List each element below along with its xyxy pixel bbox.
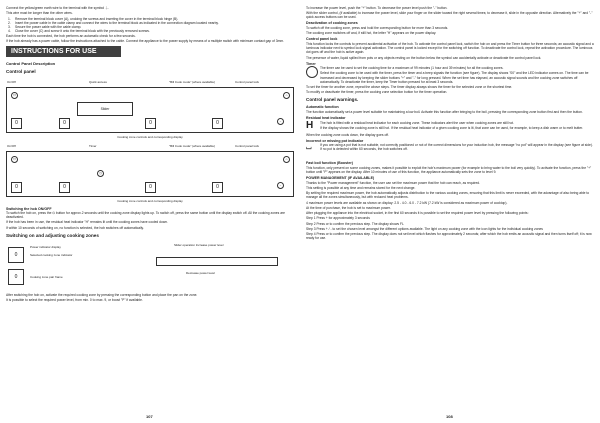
panel-label: Control panel lock (235, 144, 260, 149)
body-paragraph: After switching the hob on, activate the required cooking zone by pressing the corresponding button and place the pan on the zone. (6, 292, 198, 297)
subsection-title: Residual heat indicator (306, 116, 346, 120)
body-paragraph: To switch off the cooking zone, press and hold the corresponding button for more than 3 seconds. (306, 26, 449, 31)
minus-icon: − (277, 182, 284, 189)
figure-caption: Cooking zone controls and corresponding display (117, 199, 183, 204)
section-title: Control panel warnings. (306, 97, 359, 103)
zone-diagram (6, 241, 294, 291)
body-paragraph: The cooking zone switches off and, if still hot, the letter "H" appears on the power display. (306, 31, 437, 36)
subsection-title: Switching the hob ON/OFF (6, 206, 52, 211)
no-pot-icon: ⌴ (306, 144, 312, 152)
figure-caption: Cooking zone controls and corresponding display (117, 135, 183, 140)
zone-display: 0 (212, 118, 223, 129)
body-paragraph: When the cooking zone cools down, the display goes off. (306, 132, 389, 137)
lock-icon: ⌂ (283, 156, 290, 163)
panel-label: Timer (89, 144, 97, 149)
panel-label: "Bill Cook mode" (where available) (169, 144, 215, 149)
minus-icon: − (277, 118, 284, 125)
power-icon: ⏻ (11, 92, 18, 99)
body-paragraph: To switch the hob on, press the ⏻ button for approx.2 seconds until the cooking zone display lights up. To switch off, press the same button until the display switch off. All the cooking zones are deactivated. (6, 211, 285, 220)
power-icon: ⏻ (11, 156, 18, 163)
body-paragraph: After plugging the appliance into the electrical socket, in the first 60 seconds it is possible to set the required power level by pressing the following points: (306, 211, 529, 216)
subsection-title: Deactivation of cooking zones (306, 21, 358, 26)
body-paragraph: The timer can be used to set the cooking time for a maximum of 99 minutes (1 hour and 39 minutes) for all the cooking zones. (320, 66, 504, 71)
body-paragraph: If the hob has been in use, the residual heat indicator "H" remains lit until the cooking zones have cooled down. (6, 220, 168, 225)
subsection-title: Incorrect or missing pot indicator (306, 138, 364, 143)
body-paragraph: At the time of purchase, the hob is set to maximum power. (306, 205, 391, 210)
lock-icon: ⌂ (283, 92, 290, 99)
page-number: 107 (146, 414, 153, 419)
body-paragraph: If the hob already has a power cable, follow the instructions attached to the cable. Connect the appliance to the power supply by means of a multiple switch with minimum contact gap of 3mm. (6, 39, 285, 44)
subsection-title: Fast boil function (Booster) (306, 161, 353, 166)
zone-display: 0 (11, 118, 22, 129)
body-paragraph: To set the timer for another zone, repeat the above steps. The timer display always shows the timer for the selected zone or the shortest time. (306, 84, 513, 89)
list-item: Step 4 Press or to confirm the previous step. The display does not set level which flashes for approximately 2 seconds; after which the hob emits an acoustic signal and then turns itself off; it is now ready for use. (306, 232, 592, 241)
body-paragraph: The hob is fitted with a residual heat indicator for each cooking zone. These indicators alert the user when cooking zones are still hot. (320, 120, 515, 125)
panel-label: "Bill Cook mode" (where available) (169, 80, 215, 85)
timer-icon: ◷ (97, 170, 104, 177)
list-item: 2. Insert the power cable in the cable clamp and connect the wires to the terminal block as indicated in the connection diagram located nearby. (8, 20, 219, 25)
timer-icon (306, 66, 318, 78)
incorrect-pot-block (306, 143, 594, 155)
section-title: Control panel (6, 69, 36, 75)
body-paragraph: To increase the power level, push the "+" button. To decrease the power level push the "-" button. (306, 6, 448, 10)
zone-display: 0 (8, 247, 24, 263)
diagram-label: Slider operation Increase power level (174, 242, 224, 247)
timer-block (306, 66, 594, 84)
body-paragraph: With the slider control, (if available) to increase the power level, slide your finger on the slider toward the right several times; to decrease it, slide in the opposite direction. Alternatively the "+" and "-" quick access buttons can be used. (306, 11, 593, 20)
list-item: Step 1 Press + for approximately 3 seconds (306, 216, 370, 221)
panel-label: On/Off (7, 144, 16, 149)
right-page (306, 6, 594, 242)
subsection-title: Automatic function (306, 105, 339, 110)
page-number: 108 (446, 414, 453, 419)
residual-heat-icon: H (306, 119, 314, 131)
subsection-title: POWER MANAGEMENT (IF AVAILABLE) (306, 176, 375, 181)
list-item: Step 2 Press or to confirm the previous step. The display shows FL (306, 221, 404, 226)
diagram-label: Selected cooking zone indicator (30, 252, 73, 257)
body-paragraph: Thanks to the "Power management" function, the user can set the maximum power that the hob can reach, as required. (306, 180, 481, 185)
list-item: Step 3 Press + / - to set the chosen level amongst the different options available. The light on any cooking zone with the icon lights for the individual cooking zones (306, 227, 543, 231)
connection-steps (6, 17, 294, 33)
slider: Slider (77, 102, 133, 116)
zone-display: 0 (59, 182, 70, 193)
body-paragraph: To modify or deactivate the timer, press the cooking zone selection button for the timer operation. (306, 90, 448, 95)
body-paragraph: If within 10 seconds of switching on, no function is selected, the hob switches off automatically. (6, 225, 144, 230)
zone-display: 0 (212, 182, 223, 193)
diagram-label: Decrease power level (186, 270, 215, 275)
slider (156, 257, 278, 266)
body-paragraph: It is possible to select the required power level, from min. 0 to max. 9, or boost "P" if available. (6, 298, 143, 303)
zone-display: 0 (11, 182, 22, 193)
diagram-label: Cooking zone pair frame (30, 274, 63, 279)
panel-label: Control panel lock (235, 80, 260, 85)
body-paragraph: If the display shows the cooking zone is still hot. If the residual heat indicator of a given cooking zone is lit, that zone can be used, for example, to keep a dish warm or to melt butter. (320, 125, 583, 130)
intro-paragraph: This wire must be longer than the other wires. (6, 11, 73, 16)
zone-display: 0 (59, 118, 70, 129)
body-paragraph: Select the cooking zone to be used with the timer, press the timer and a beep signals the function (see figure). The display shows "00" and the LED indicator comes on. The time can be increased and decreased by keeping the slider buttons "+" and "-" for long pressed. When the set time has elapsed, an acoustic signal sounds and the cooking zone switches off automatically. To deactivate the timer, keep the Timer button pressed for at least 3 seconds. (320, 71, 589, 84)
diagram-label: Power indicator display (30, 244, 61, 249)
zone-display: 0 (145, 182, 156, 193)
subsection-title: Control Panel Description (6, 61, 56, 67)
body-paragraph: This function, only present on some cooking zones, makes it possible to exploit the hob's maximum power (for example to bring water to the boil very quickly). To activate the function, press the "+" button until "P" appears on the display. After 10 minutes of use of this function, the appliance automatically sets the zone to level 9. (306, 165, 592, 174)
zone-display: 0 (8, 269, 24, 285)
subsection-title: Control panel lock (306, 37, 338, 42)
list-item: 4. Close the cover (C) and screw it onto the terminal block with the previously removed screws. (8, 28, 150, 33)
body-paragraph: If you are using a pot that is not suitable, not correctly positioned or not of the correct dimensions for your induction hob, the message "no pot" will appear in the display (see figure at side). If no pot is detected within 60 seconds, the hob switches off. (320, 143, 593, 152)
list-item: 3. Secure the power cable with the cable clamp. (8, 24, 82, 29)
panel-label: Quick access (89, 80, 107, 85)
list-item: 1. Remove the terminal block cover (A), undoing the screws and inserting the cover in the terminal block hinge (B). (8, 16, 179, 21)
body-paragraph: This setting is possible at any time and remains stored for the next change. (306, 185, 416, 190)
body-paragraph: The function automatically set a power level suitable for maintaining a low boil. Activate this function after bringing to the boil, pressing the corresponding zone button first and then the button. (306, 109, 583, 114)
control-panel-figure-1 (6, 80, 294, 133)
body-paragraph: By setting the required maximum power, the hob automatically adjusts distribution to the various cooking zones, ensuring that this limit is never exceeded, with the advantage of also being able to manage all the zones simultaneously, but with reduced heat problems. (306, 191, 590, 200)
control-panel-figure-2 (6, 144, 294, 197)
body-paragraph: Each time the hob is connected, the hob performs an automatic check for a few seconds. (6, 33, 136, 38)
section-banner: INSTRUCTIONS FOR USE (6, 46, 121, 57)
left-page (6, 6, 294, 303)
panel-label: On/Off (7, 80, 16, 85)
intro-paragraph: Connect the yellow/green earth wire to the terminal with the symbol ⏚. (6, 6, 110, 10)
section-title: Switching on and adjusting cooking zones (6, 232, 99, 238)
body-paragraph: 4 maximum power levels are available as shown on display: 2.5 - 4.0 - 6.0 - 7.2 kW (7.2 kW is considered as maximum power of cooktop). (306, 200, 508, 205)
body-paragraph: This function locks the controls to prevent accidental activation of the hob. To activate the control panel lock, switch the hob on and press the Timer button for three seconds; an acoustic signal and a luminous indicator next to symbol lock signal activation. The control panel is locked except for the switching off function. To deactivate the control lock, repeat the activation procedure. The luminous dot goes off and the hob is active again. (306, 42, 594, 55)
zone-display: 0 (145, 118, 156, 129)
subsection-title: Timer (306, 61, 316, 66)
residual-heat-block (306, 121, 594, 133)
body-paragraph: The presence of water, liquid spilled from pots or any objects resting on the button below the symbol can accidentally activate or deactivate the control panel lock. (306, 55, 542, 60)
